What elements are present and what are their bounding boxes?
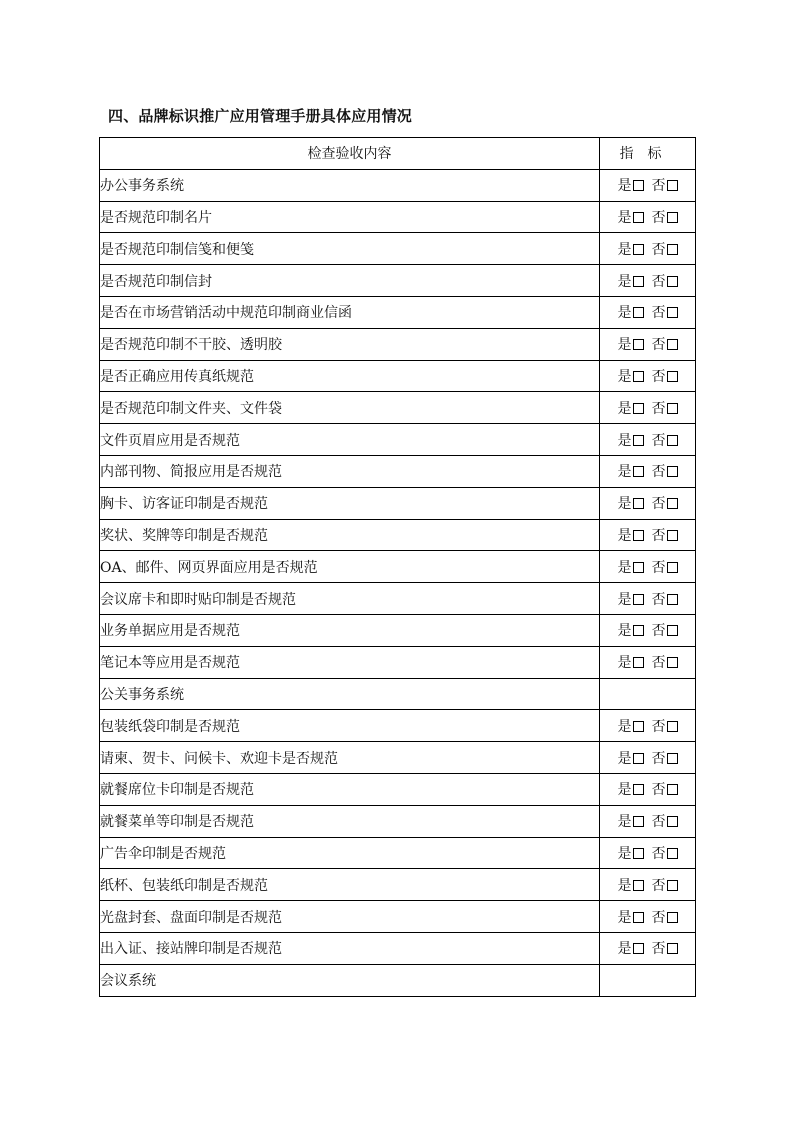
yes-label: 是 — [617, 368, 632, 385]
table-row — [100, 773, 696, 805]
table-row — [100, 869, 696, 901]
item-label: 会议席卡和即时贴印制是否规范 — [100, 583, 600, 615]
indicator-cell — [600, 455, 696, 487]
no-checkbox[interactable] — [667, 657, 678, 668]
item-label: 笔记本等应用是否规范 — [100, 646, 600, 678]
yes-label: 是 — [617, 496, 632, 513]
yes-label: 是 — [617, 782, 632, 799]
no-label: 否 — [651, 591, 666, 608]
table-row — [100, 932, 696, 964]
no-checkbox[interactable] — [667, 339, 678, 350]
yes-checkbox[interactable] — [633, 466, 644, 477]
table-row — [100, 519, 696, 551]
item-label: 包装纸袋印制是否规范 — [100, 710, 600, 742]
section-label: 会议系统 — [100, 964, 600, 996]
yes-checkbox[interactable] — [633, 562, 644, 573]
indicator-cell — [600, 328, 696, 360]
yes-checkbox[interactable] — [633, 816, 644, 827]
yes-checkbox[interactable] — [633, 435, 644, 446]
indicator-cell — [600, 932, 696, 964]
yes-label: 是 — [617, 209, 632, 226]
yes-label: 是 — [617, 845, 632, 862]
table-row — [100, 360, 696, 392]
yes-label: 是 — [617, 273, 632, 290]
yes-checkbox[interactable] — [633, 912, 644, 923]
no-label: 否 — [651, 432, 666, 449]
no-label: 否 — [651, 337, 666, 354]
indicator-cell — [600, 869, 696, 901]
header-indicator: 指标 — [600, 138, 696, 170]
no-checkbox[interactable] — [667, 276, 678, 287]
no-checkbox[interactable] — [667, 880, 678, 891]
indicator-cell — [600, 742, 696, 774]
no-checkbox[interactable] — [667, 753, 678, 764]
table-row — [100, 392, 696, 424]
no-checkbox[interactable] — [667, 721, 678, 732]
yes-label: 是 — [617, 432, 632, 449]
table-row — [100, 487, 696, 519]
yes-checkbox[interactable] — [633, 530, 644, 541]
yes-checkbox[interactable] — [633, 244, 644, 255]
table-row — [100, 233, 696, 265]
table-row — [100, 551, 696, 583]
indicator-cell — [600, 646, 696, 678]
section-label: 公关事务系统 — [100, 678, 600, 710]
item-label: 就餐菜单等印制是否规范 — [100, 805, 600, 837]
yes-label: 是 — [617, 591, 632, 608]
indicator-cell — [600, 678, 696, 710]
item-label: 光盘封套、盘面印制是否规范 — [100, 901, 600, 933]
no-label: 否 — [651, 814, 666, 831]
no-checkbox[interactable] — [667, 562, 678, 573]
no-label: 否 — [651, 623, 666, 640]
no-label: 否 — [651, 909, 666, 926]
no-label: 否 — [651, 464, 666, 481]
indicator-cell — [600, 614, 696, 646]
item-label: OA、邮件、网页界面应用是否规范 — [100, 551, 600, 583]
yes-label: 是 — [617, 909, 632, 926]
indicator-cell — [600, 296, 696, 328]
no-label: 否 — [651, 941, 666, 958]
yes-label: 是 — [617, 527, 632, 544]
indicator-cell — [600, 519, 696, 551]
no-checkbox[interactable] — [667, 403, 678, 414]
table-row — [100, 837, 696, 869]
yes-label: 是 — [617, 814, 632, 831]
yes-checkbox[interactable] — [633, 180, 644, 191]
no-label: 否 — [651, 527, 666, 544]
table-row — [100, 805, 696, 837]
indicator-cell — [600, 901, 696, 933]
yes-checkbox[interactable] — [633, 753, 644, 764]
yes-checkbox[interactable] — [633, 943, 644, 954]
no-checkbox[interactable] — [667, 307, 678, 318]
yes-checkbox[interactable] — [633, 498, 644, 509]
item-label: 出入证、接站牌印制是否规范 — [100, 932, 600, 964]
item-label: 请柬、贺卡、问候卡、欢迎卡是否规范 — [100, 742, 600, 774]
no-checkbox[interactable] — [667, 212, 678, 223]
section-row — [100, 964, 696, 996]
section-label: 办公事务系统 — [100, 169, 600, 201]
item-label: 纸杯、包装纸印制是否规范 — [100, 869, 600, 901]
item-label: 是否规范印制信笺和便笺 — [100, 233, 600, 265]
indicator-cell — [600, 583, 696, 615]
yes-checkbox[interactable] — [633, 625, 644, 636]
yes-checkbox[interactable] — [633, 594, 644, 605]
indicator-cell — [600, 773, 696, 805]
item-label: 是否在市场营销活动中规范印制商业信函 — [100, 296, 600, 328]
indicator-cell — [600, 392, 696, 424]
no-checkbox[interactable] — [667, 912, 678, 923]
no-label: 否 — [651, 273, 666, 290]
no-label: 否 — [651, 209, 666, 226]
no-label: 否 — [651, 782, 666, 799]
no-label: 否 — [651, 877, 666, 894]
table-row — [100, 646, 696, 678]
item-label: 就餐席位卡印制是否规范 — [100, 773, 600, 805]
no-checkbox[interactable] — [667, 816, 678, 827]
item-label: 文件页眉应用是否规范 — [100, 424, 600, 456]
no-checkbox[interactable] — [667, 180, 678, 191]
table-row — [100, 265, 696, 297]
inspection-table — [99, 137, 696, 997]
table-row — [100, 328, 696, 360]
table-row — [100, 424, 696, 456]
indicator-cell — [600, 265, 696, 297]
yes-label: 是 — [617, 655, 632, 672]
yes-label: 是 — [617, 178, 632, 195]
yes-checkbox[interactable] — [633, 657, 644, 668]
page-title: 四、品牌标识推广应用管理手册具体应用情况 — [108, 107, 413, 125]
table-header-row — [100, 138, 696, 170]
no-label: 否 — [651, 178, 666, 195]
yes-label: 是 — [617, 623, 632, 640]
no-label: 否 — [651, 241, 666, 258]
yes-checkbox[interactable] — [633, 784, 644, 795]
no-label: 否 — [651, 845, 666, 862]
no-checkbox[interactable] — [667, 435, 678, 446]
yes-checkbox[interactable] — [633, 371, 644, 382]
indicator-cell — [600, 201, 696, 233]
item-label: 是否规范印制名片 — [100, 201, 600, 233]
no-label: 否 — [651, 368, 666, 385]
no-label: 否 — [651, 305, 666, 322]
indicator-cell — [600, 487, 696, 519]
yes-label: 是 — [617, 305, 632, 322]
indicator-cell — [600, 360, 696, 392]
indicator-cell — [600, 551, 696, 583]
section-row — [100, 169, 696, 201]
indicator-cell — [600, 964, 696, 996]
no-checkbox[interactable] — [667, 530, 678, 541]
no-checkbox[interactable] — [667, 848, 678, 859]
no-checkbox[interactable] — [667, 943, 678, 954]
item-label: 奖状、奖牌等印制是否规范 — [100, 519, 600, 551]
no-label: 否 — [651, 559, 666, 576]
yes-checkbox[interactable] — [633, 212, 644, 223]
indicator-cell — [600, 233, 696, 265]
yes-label: 是 — [617, 750, 632, 767]
item-label: 广告伞印制是否规范 — [100, 837, 600, 869]
no-checkbox[interactable] — [667, 371, 678, 382]
table-row — [100, 710, 696, 742]
item-label: 内部刊物、简报应用是否规范 — [100, 455, 600, 487]
yes-checkbox[interactable] — [633, 880, 644, 891]
table-row — [100, 455, 696, 487]
no-checkbox[interactable] — [667, 466, 678, 477]
yes-checkbox[interactable] — [633, 721, 644, 732]
yes-checkbox[interactable] — [633, 848, 644, 859]
yes-label: 是 — [617, 941, 632, 958]
yes-label: 是 — [617, 718, 632, 735]
no-label: 否 — [651, 400, 666, 417]
item-label: 是否正确应用传真纸规范 — [100, 360, 600, 392]
indicator-cell — [600, 710, 696, 742]
no-checkbox[interactable] — [667, 784, 678, 795]
no-checkbox[interactable] — [667, 244, 678, 255]
no-checkbox[interactable] — [667, 625, 678, 636]
yes-label: 是 — [617, 877, 632, 894]
indicator-cell — [600, 805, 696, 837]
indicator-cell — [600, 424, 696, 456]
table-row — [100, 201, 696, 233]
section-row — [100, 678, 696, 710]
item-label: 是否规范印制不干胶、透明胶 — [100, 328, 600, 360]
indicator-cell — [600, 837, 696, 869]
table-row — [100, 583, 696, 615]
yes-checkbox[interactable] — [633, 403, 644, 414]
yes-checkbox[interactable] — [633, 307, 644, 318]
yes-label: 是 — [617, 559, 632, 576]
no-checkbox[interactable] — [667, 594, 678, 605]
table-row — [100, 901, 696, 933]
yes-checkbox[interactable] — [633, 339, 644, 350]
no-label: 否 — [651, 655, 666, 672]
no-label: 否 — [651, 496, 666, 513]
no-label: 否 — [651, 718, 666, 735]
item-label: 是否规范印制文件夹、文件袋 — [100, 392, 600, 424]
yes-label: 是 — [617, 400, 632, 417]
item-label: 胸卡、访客证印制是否规范 — [100, 487, 600, 519]
no-checkbox[interactable] — [667, 498, 678, 509]
item-label: 是否规范印制信封 — [100, 265, 600, 297]
table-row — [100, 296, 696, 328]
table-row — [100, 742, 696, 774]
indicator-cell — [600, 169, 696, 201]
yes-label: 是 — [617, 464, 632, 481]
item-label: 业务单据应用是否规范 — [100, 614, 600, 646]
no-label: 否 — [651, 750, 666, 767]
yes-label: 是 — [617, 241, 632, 258]
yes-label: 是 — [617, 337, 632, 354]
yes-checkbox[interactable] — [633, 276, 644, 287]
table-row — [100, 614, 696, 646]
header-content: 检查验收内容 — [100, 138, 600, 170]
